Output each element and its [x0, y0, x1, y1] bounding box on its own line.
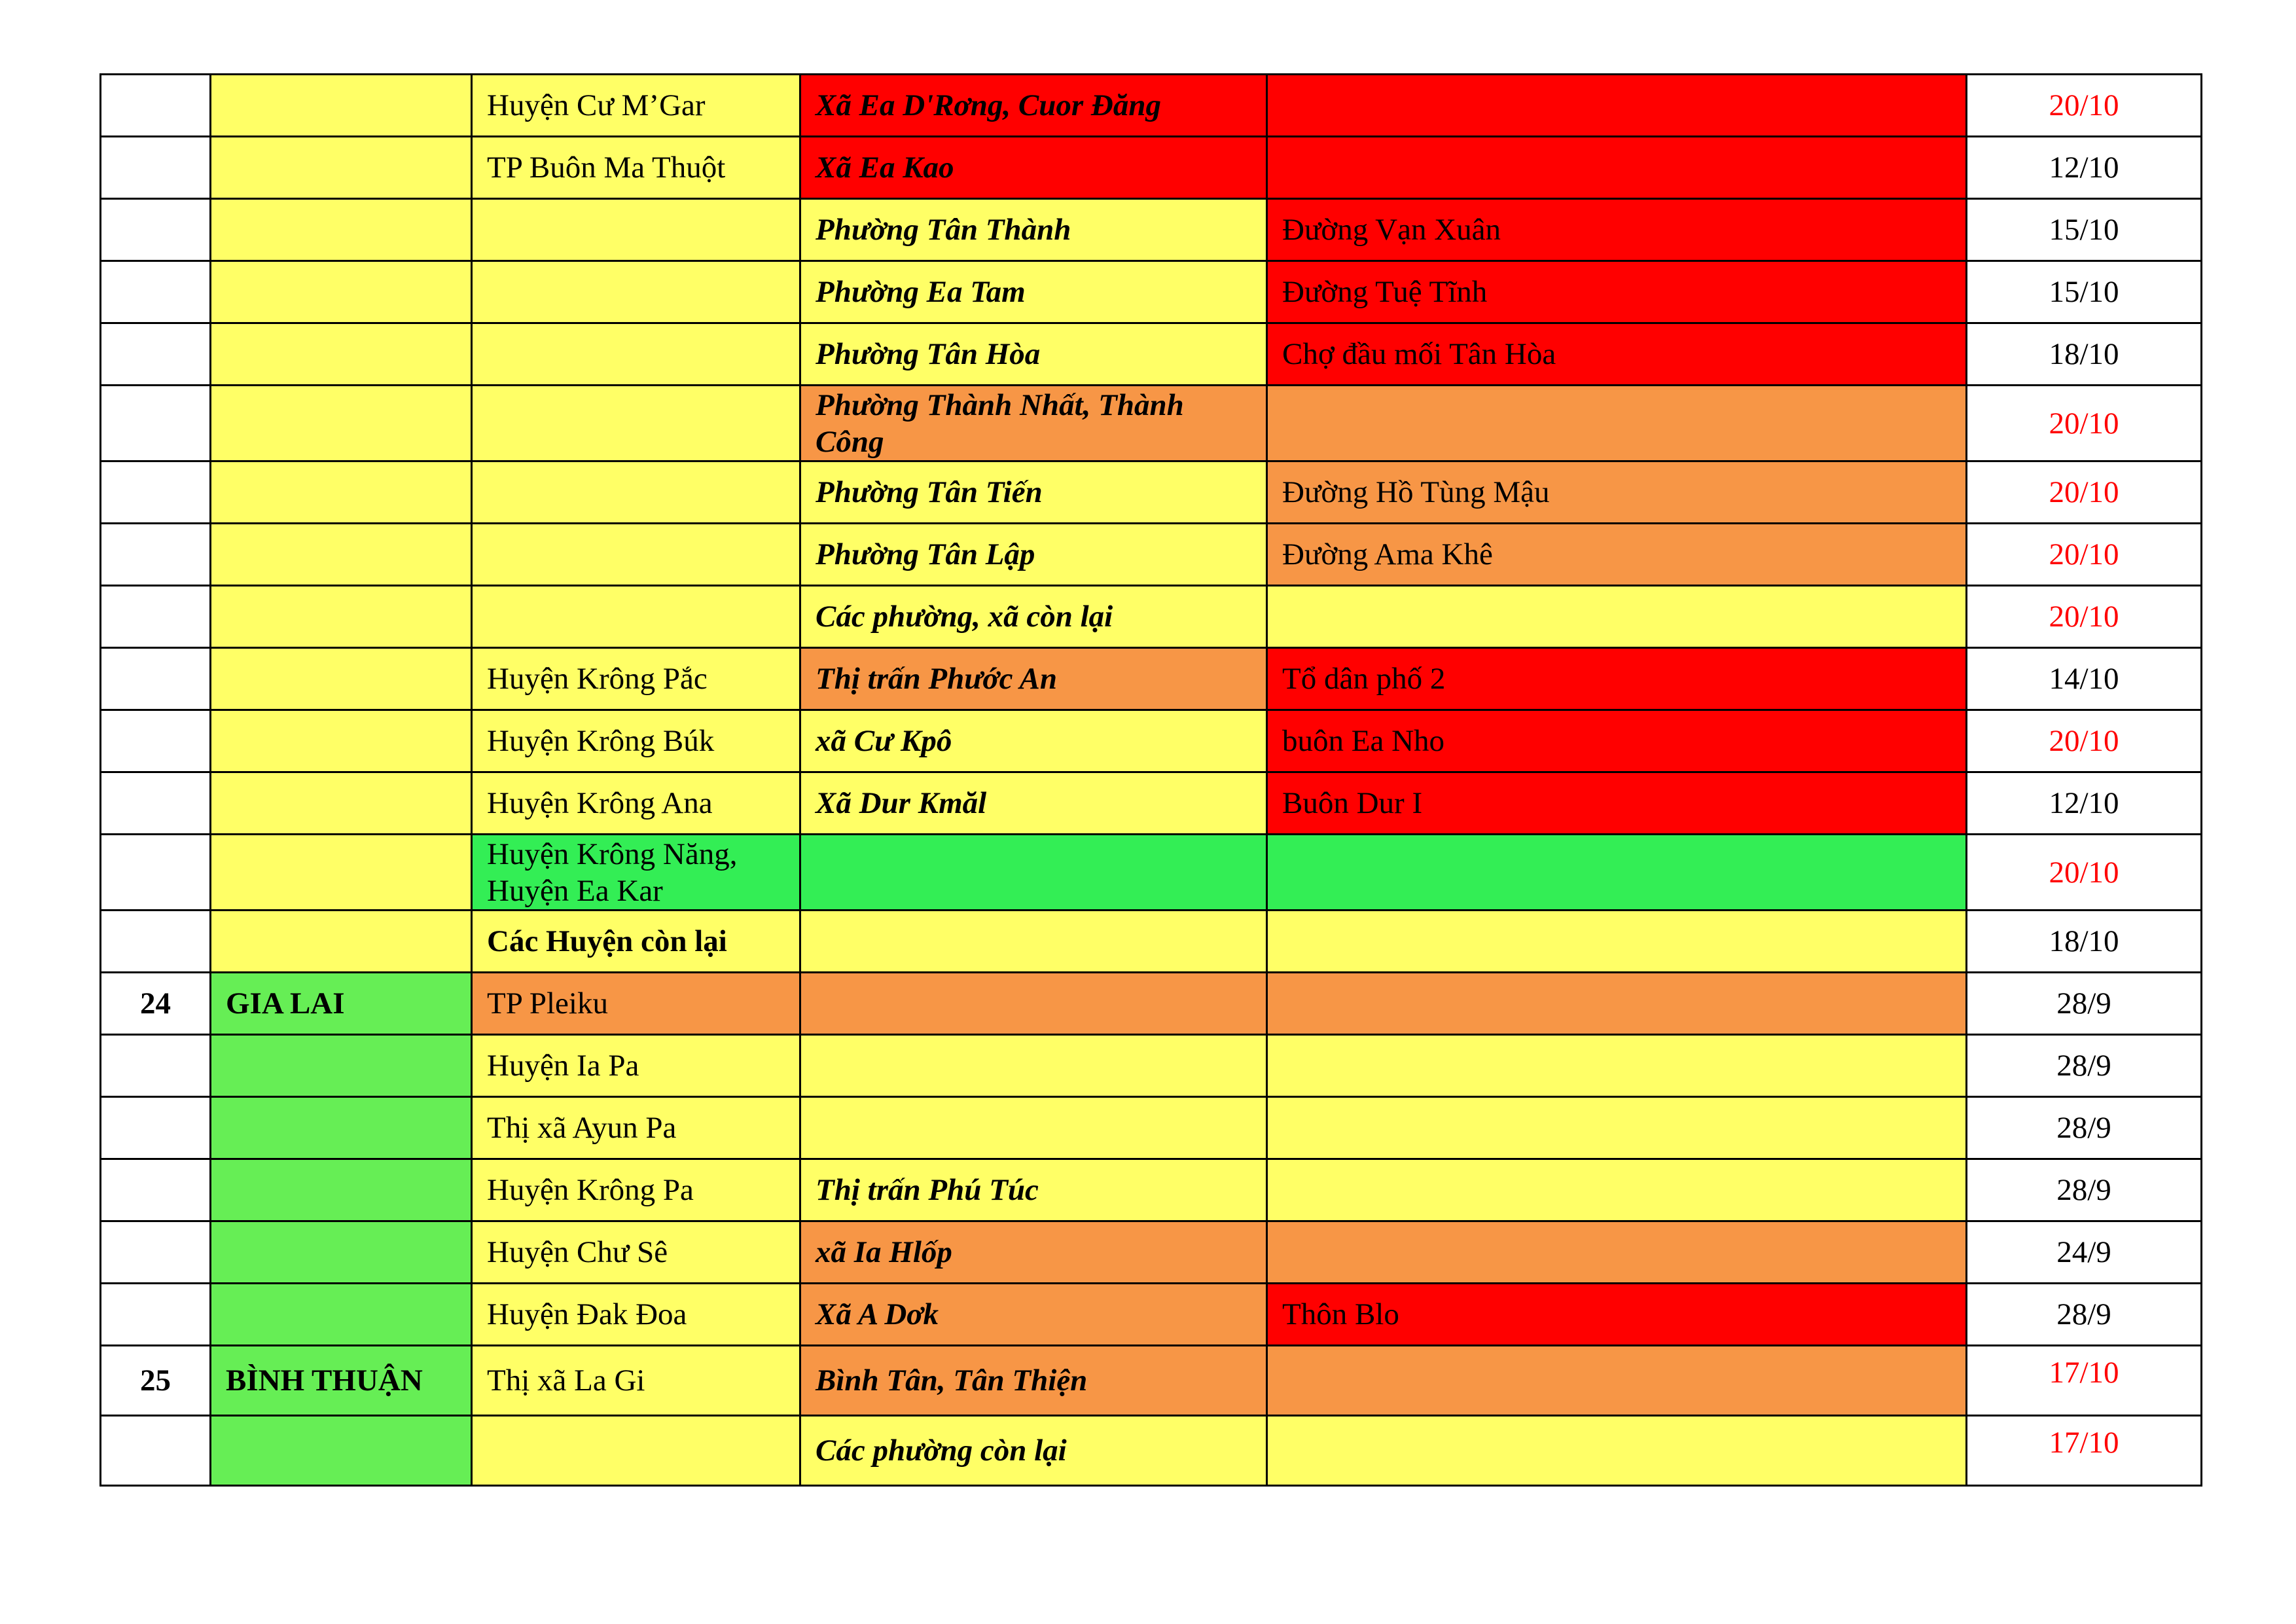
district-cell: Huyện Krông Ana: [472, 772, 800, 835]
district-cell: Huyện Cư M’Gar: [472, 75, 800, 137]
row-number-cell: [101, 524, 211, 586]
date-cell: 17/10: [1967, 1346, 2202, 1416]
street-hamlet-cell: [1267, 586, 1967, 648]
province-cell: [211, 835, 472, 911]
street-hamlet-cell: [1267, 1221, 1967, 1284]
province-cell: [211, 648, 472, 710]
district-cell: [472, 524, 800, 586]
ward-commune-cell: Xã Ea D'Rơng, Cuor Đăng: [800, 75, 1267, 137]
row-number-cell: [101, 648, 211, 710]
province-cell: [211, 323, 472, 386]
table-row: [101, 386, 2202, 461]
table-row: [101, 1221, 2202, 1284]
row-number-cell: [101, 461, 211, 524]
table-row: [101, 1097, 2202, 1159]
district-cell: [472, 386, 800, 461]
province-cell: [211, 1159, 472, 1221]
province-cell: BÌNH THUẬN: [211, 1346, 472, 1416]
date-cell: 20/10: [1967, 710, 2202, 772]
ward-commune-cell: Xã Dur Kmăl: [800, 772, 1267, 835]
district-cell: Huyện Krông Pa: [472, 1159, 800, 1221]
street-hamlet-cell: [1267, 835, 1967, 911]
province-cell: [211, 1035, 472, 1097]
district-cell: [472, 261, 800, 323]
row-number-cell: [101, 386, 211, 461]
table-body: [101, 75, 2202, 1486]
table-row: [101, 586, 2202, 648]
ward-commune-cell: Phường Tân Tiến: [800, 461, 1267, 524]
street-hamlet-cell: buôn Ea Nho: [1267, 710, 1967, 772]
ward-commune-cell: Phường Tân Hòa: [800, 323, 1267, 386]
table-row: [101, 75, 2202, 137]
row-number-cell: [101, 1416, 211, 1486]
ward-commune-cell: Thị trấn Phú Túc: [800, 1159, 1267, 1221]
province-cell: [211, 261, 472, 323]
province-cell: [211, 461, 472, 524]
street-hamlet-cell: Buôn Dur I: [1267, 772, 1967, 835]
street-hamlet-cell: Đường Vạn Xuân: [1267, 199, 1967, 261]
street-hamlet-cell: [1267, 1159, 1967, 1221]
province-cell: [211, 772, 472, 835]
date-cell: 20/10: [1967, 524, 2202, 586]
district-cell: Huyện Ia Pa: [472, 1035, 800, 1097]
province-cell: [211, 524, 472, 586]
row-number-cell: 24: [101, 973, 211, 1035]
street-hamlet-cell: [1267, 1097, 1967, 1159]
row-number-cell: [101, 75, 211, 137]
date-cell: 12/10: [1967, 137, 2202, 199]
district-cell: [472, 586, 800, 648]
row-number-cell: [101, 835, 211, 911]
ward-commune-cell: Các phường, xã còn lại: [800, 586, 1267, 648]
table-row: [101, 323, 2202, 386]
district-cell: [472, 461, 800, 524]
ward-commune-cell: Phường Tân Thành: [800, 199, 1267, 261]
ward-commune-cell: [800, 1035, 1267, 1097]
date-cell: 28/9: [1967, 1284, 2202, 1346]
date-cell: 15/10: [1967, 261, 2202, 323]
street-hamlet-cell: Chợ đầu mối Tân Hòa: [1267, 323, 1967, 386]
row-number-cell: [101, 261, 211, 323]
district-cell: [472, 199, 800, 261]
table-row: [101, 648, 2202, 710]
row-number-cell: [101, 586, 211, 648]
ward-commune-cell: [800, 911, 1267, 973]
ward-commune-cell: Xã A Dơk: [800, 1284, 1267, 1346]
street-hamlet-cell: Đường Tuệ Tĩnh: [1267, 261, 1967, 323]
row-number-cell: [101, 1097, 211, 1159]
table-row: [101, 1035, 2202, 1097]
row-number-cell: [101, 1284, 211, 1346]
date-cell: 14/10: [1967, 648, 2202, 710]
district-cell: Huyện Chư Sê: [472, 1221, 800, 1284]
street-hamlet-cell: [1267, 1416, 1967, 1486]
ward-commune-cell: xã Ia Hlốp: [800, 1221, 1267, 1284]
street-hamlet-cell: [1267, 911, 1967, 973]
date-cell: 15/10: [1967, 199, 2202, 261]
province-cell: [211, 1221, 472, 1284]
ward-commune-cell: [800, 973, 1267, 1035]
district-cell: Huyện Đak Đoa: [472, 1284, 800, 1346]
street-hamlet-cell: Đường Ama Khê: [1267, 524, 1967, 586]
district-cell: Huyện Krông Búk: [472, 710, 800, 772]
date-cell: 12/10: [1967, 772, 2202, 835]
street-hamlet-cell: [1267, 75, 1967, 137]
risk-level-table: [99, 73, 2202, 1487]
ward-commune-cell: Phường Ea Tam: [800, 261, 1267, 323]
province-cell: [211, 1097, 472, 1159]
table-row: [101, 261, 2202, 323]
table-row: [101, 1159, 2202, 1221]
table-row: [101, 1346, 2202, 1416]
district-cell: Thị xã La Gi: [472, 1346, 800, 1416]
row-number-cell: [101, 911, 211, 973]
district-cell: Huyện Krông Năng, Huyện Ea Kar: [472, 835, 800, 911]
province-cell: [211, 386, 472, 461]
province-cell: GIA LAI: [211, 973, 472, 1035]
table-row: [101, 137, 2202, 199]
row-number-cell: [101, 137, 211, 199]
street-hamlet-cell: Thôn Blo: [1267, 1284, 1967, 1346]
ward-commune-cell: Thị trấn Phước An: [800, 648, 1267, 710]
ward-commune-cell: Các phường còn lại: [800, 1416, 1267, 1486]
date-cell: 20/10: [1967, 75, 2202, 137]
table-row: [101, 524, 2202, 586]
table-row: [101, 461, 2202, 524]
street-hamlet-cell: [1267, 1346, 1967, 1416]
street-hamlet-cell: [1267, 1035, 1967, 1097]
date-cell: 20/10: [1967, 586, 2202, 648]
province-cell: [211, 710, 472, 772]
table-row: [101, 973, 2202, 1035]
district-cell: Các Huyện còn lại: [472, 911, 800, 973]
province-cell: [211, 75, 472, 137]
row-number-cell: [101, 772, 211, 835]
province-cell: [211, 137, 472, 199]
ward-commune-cell: Phường Thành Nhất, Thành Công: [800, 386, 1267, 461]
table-row: [101, 911, 2202, 973]
ward-commune-cell: [800, 1097, 1267, 1159]
ward-commune-cell: [800, 835, 1267, 911]
province-cell: [211, 199, 472, 261]
date-cell: 28/9: [1967, 1097, 2202, 1159]
table-row: [101, 835, 2202, 911]
row-number-cell: [101, 710, 211, 772]
date-cell: 20/10: [1967, 835, 2202, 911]
district-cell: [472, 323, 800, 386]
row-number-cell: [101, 1159, 211, 1221]
table-row: [101, 1284, 2202, 1346]
row-number-cell: [101, 323, 211, 386]
row-number-cell: [101, 1035, 211, 1097]
row-number-cell: [101, 199, 211, 261]
row-number-cell: 25: [101, 1346, 211, 1416]
street-hamlet-cell: [1267, 137, 1967, 199]
street-hamlet-cell: [1267, 973, 1967, 1035]
street-hamlet-cell: Đường Hồ Tùng Mậu: [1267, 461, 1967, 524]
date-cell: 18/10: [1967, 911, 2202, 973]
district-cell: [472, 1416, 800, 1486]
table-row: [101, 772, 2202, 835]
ward-commune-cell: Phường Tân Lập: [800, 524, 1267, 586]
province-cell: [211, 911, 472, 973]
date-cell: 20/10: [1967, 461, 2202, 524]
province-cell: [211, 586, 472, 648]
date-cell: 20/10: [1967, 386, 2202, 461]
date-cell: 28/9: [1967, 1159, 2202, 1221]
date-cell: 28/9: [1967, 1035, 2202, 1097]
street-hamlet-cell: Tổ dân phố 2: [1267, 648, 1967, 710]
date-cell: 18/10: [1967, 323, 2202, 386]
table-row: [101, 1416, 2202, 1486]
district-cell: TP Pleiku: [472, 973, 800, 1035]
date-cell: 24/9: [1967, 1221, 2202, 1284]
ward-commune-cell: Bình Tân, Tân Thiện: [800, 1346, 1267, 1416]
district-cell: Thị xã Ayun Pa: [472, 1097, 800, 1159]
ward-commune-cell: xã Cư Kpô: [800, 710, 1267, 772]
table-row: [101, 199, 2202, 261]
table-row: [101, 710, 2202, 772]
district-cell: TP Buôn Ma Thuột: [472, 137, 800, 199]
row-number-cell: [101, 1221, 211, 1284]
province-cell: [211, 1416, 472, 1486]
province-cell: [211, 1284, 472, 1346]
district-cell: Huyện Krông Pắc: [472, 648, 800, 710]
date-cell: 17/10: [1967, 1416, 2202, 1486]
ward-commune-cell: Xã Ea Kao: [800, 137, 1267, 199]
street-hamlet-cell: [1267, 386, 1967, 461]
date-cell: 28/9: [1967, 973, 2202, 1035]
